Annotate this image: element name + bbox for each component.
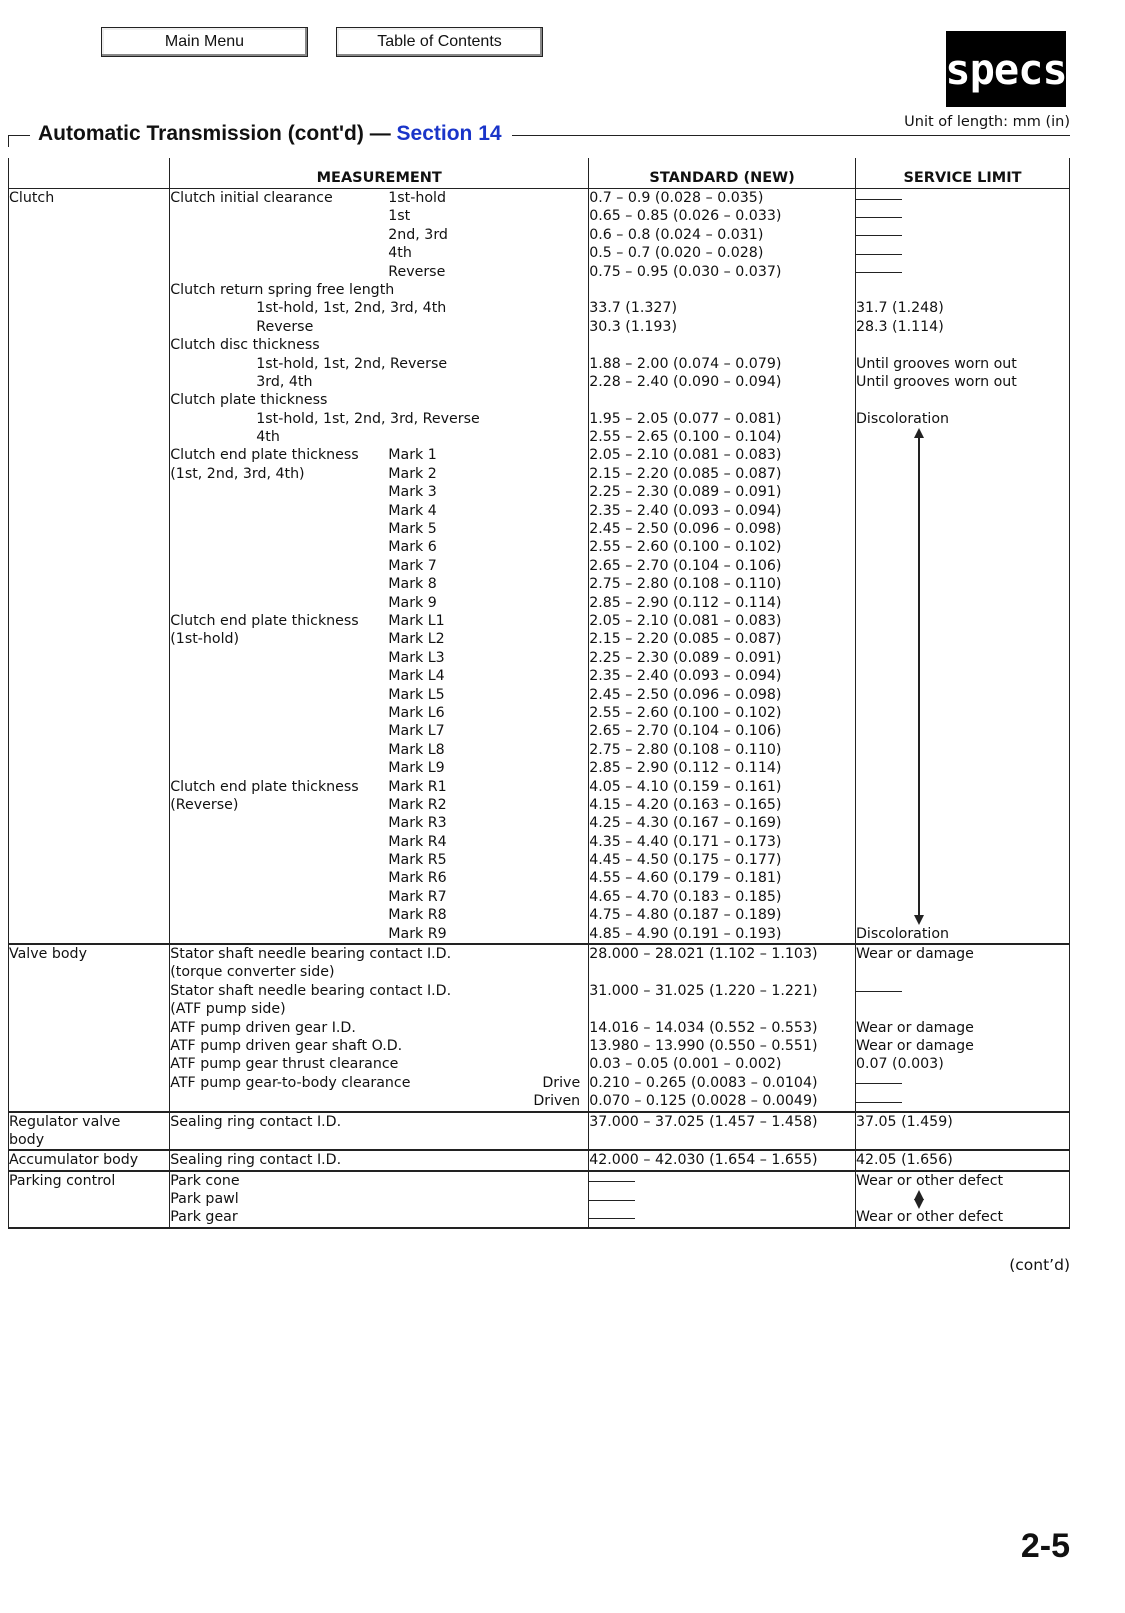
standard-value: 1.88 – 2.00 (0.074 – 0.079): [589, 355, 782, 372]
standard-value: [589, 1131, 855, 1149]
standard-value: 2.05 – 2.10 (0.081 – 0.083): [589, 612, 782, 629]
standard-value: 0.7 – 0.9 (0.028 – 0.035): [589, 190, 764, 206]
standard-value: 2.25 – 2.30 (0.089 – 0.091): [589, 484, 782, 501]
measurement-line: [170, 355, 588, 373]
service-limit-value: [856, 281, 1069, 299]
standard-value: [589, 336, 855, 354]
component-label: Parking control: [9, 1172, 116, 1189]
component-cell: [9, 1112, 170, 1151]
service-limit-value: [856, 446, 1069, 464]
measurement-line: [170, 207, 588, 225]
service-limit-value: [856, 391, 1069, 409]
service-limit-value: [856, 244, 1069, 262]
measurement-label: Park pawl: [170, 1191, 239, 1208]
service-limit-value: [856, 557, 1069, 575]
service-limit-value: [856, 759, 1069, 777]
service-limit-value: [856, 428, 1069, 446]
measurement-variant: Mark 7: [388, 557, 437, 574]
service-limit-value: [856, 704, 1069, 722]
measurement-variant: Mark L1: [388, 612, 445, 629]
standard-value: 2.05 – 2.10 (0.081 – 0.083): [589, 447, 782, 464]
header-measurement: MEASUREMENT: [170, 158, 589, 189]
measurement-label: ATF pump driven gear I.D.: [170, 1019, 356, 1036]
measurement-variant: 4th: [388, 245, 412, 262]
measurement-variant: Mark 5: [388, 521, 437, 538]
standard-value: 2.65 – 2.70 (0.104 – 0.106): [589, 557, 782, 574]
standard-cell: [589, 1171, 856, 1228]
measurement-label: (1st, 2nd, 3rd, 4th): [170, 465, 305, 482]
component-label: Regulator valve: [9, 1113, 121, 1130]
component-cell: [9, 1171, 170, 1228]
measurement-variant: Drive: [542, 1074, 581, 1091]
measurement-label: Clutch end plate thickness: [170, 447, 359, 464]
standard-value: 2.55 – 2.60 (0.100 – 0.102): [589, 539, 782, 556]
service-limit-value: 42.05 (1.656): [855, 1152, 953, 1169]
service-limit-value: [856, 686, 1069, 704]
measurement-label: Park gear: [170, 1209, 238, 1226]
standard-value: 2.65 – 2.70 (0.104 – 0.106): [589, 723, 782, 740]
service-limit-value: [856, 263, 1069, 281]
service-limit-value: 0.07 (0.003): [855, 1056, 944, 1073]
standard-value: [589, 1172, 855, 1190]
measurement-line: [170, 373, 588, 391]
component-label: Accumulator body: [9, 1152, 139, 1169]
component-cell: [9, 189, 170, 945]
measurement-line: [170, 906, 588, 924]
measurement-line: [170, 244, 588, 262]
measurement-line: [170, 336, 588, 354]
measurement-variant: Mark L7: [388, 723, 445, 740]
measurement-line: [170, 502, 588, 520]
header-service-limit: SERVICE LIMIT: [855, 158, 1069, 189]
measurement-line: [170, 704, 588, 722]
measurement-line: [170, 1055, 588, 1073]
measurement-cell: [170, 189, 589, 945]
measurement-cell: [170, 1150, 589, 1170]
standard-value: [589, 963, 855, 981]
dash-mark: [856, 1083, 902, 1084]
measurement-line: [170, 446, 588, 464]
service-limit-value: Wear or damage: [855, 946, 974, 963]
measurement-line: [170, 686, 588, 704]
measurement-variant: Mark 9: [388, 594, 437, 611]
service-limit-value: [856, 722, 1069, 740]
standard-cell: [589, 944, 856, 1112]
measurement-variant: 1st: [388, 208, 411, 225]
measurement-variant: 1st-hold: [388, 190, 446, 206]
measurement-line: [170, 612, 588, 630]
standard-value: 2.75 – 2.80 (0.108 – 0.110): [589, 576, 782, 593]
standard-value: 4.45 – 4.50 (0.175 – 0.177): [589, 852, 782, 869]
standard-value: 2.55 – 2.60 (0.100 – 0.102): [589, 704, 782, 721]
measurement-variant: Mark L4: [388, 668, 445, 685]
standard-value: [589, 1208, 855, 1226]
service-limit-value: Wear or other defect: [855, 1209, 1004, 1226]
section-link[interactable]: Section 14: [396, 122, 502, 145]
standard-value: 2.75 – 2.80 (0.108 – 0.110): [589, 741, 782, 758]
measurement-label: Clutch initial clearance: [170, 190, 333, 206]
measurement-line: [170, 1208, 588, 1226]
standard-value: [589, 281, 855, 299]
table-row: [9, 189, 1070, 945]
measurement-variant: Mark L8: [388, 741, 445, 758]
service-limit-cell: [855, 1112, 1069, 1151]
measurement-label: Clutch return spring free length: [170, 281, 395, 298]
measurement-line: [170, 1190, 588, 1208]
dash-mark: [589, 1200, 635, 1201]
page-number: 2-5: [1020, 1527, 1070, 1565]
measurement-variant: Driven: [533, 1093, 581, 1110]
measurement-variant: Mark 2: [388, 465, 437, 482]
dash-mark: [856, 199, 902, 200]
service-limit-value: [856, 778, 1069, 796]
measurement-line: [170, 851, 588, 869]
standard-value: 2.45 – 2.50 (0.096 – 0.098): [589, 686, 782, 703]
standard-value: 2.45 – 2.50 (0.096 – 0.098): [589, 521, 782, 538]
measurement-cell: [170, 1112, 589, 1151]
measurement-label: Clutch end plate thickness: [170, 778, 359, 795]
measurement-line: [170, 759, 588, 777]
standard-value: 28.000 – 28.021 (1.102 – 1.103): [589, 946, 818, 963]
service-limit-value: Discoloration: [855, 410, 950, 427]
service-limit-value: [856, 1190, 1069, 1208]
measurement-variant: Mark L5: [388, 686, 445, 703]
specs-badge: specs: [946, 31, 1066, 107]
standard-value: 4.75 – 4.80 (0.187 – 0.189): [589, 907, 782, 924]
service-limit-cell: [855, 1150, 1069, 1170]
standard-value: 4.35 – 4.40 (0.171 – 0.173): [589, 833, 782, 850]
dash-mark: [856, 254, 902, 255]
measurement-line: [170, 1151, 588, 1169]
standard-value: 0.6 – 0.8 (0.024 – 0.031): [589, 226, 764, 243]
specs-table: [8, 158, 1070, 1229]
measurement-line: [170, 963, 588, 981]
table-row: [9, 944, 1070, 1112]
standard-value: 0.75 – 0.95 (0.030 – 0.037): [589, 263, 782, 280]
measurement-line: [170, 869, 588, 887]
measurement-label: (Reverse): [170, 796, 239, 813]
standard-value: 37.000 – 37.025 (1.457 – 1.458): [589, 1113, 818, 1130]
measurement-line: [170, 741, 588, 759]
measurement-variant: Mark L3: [388, 649, 445, 666]
measurement-sublabel: 3rd, 4th: [256, 373, 313, 390]
service-limit-cell: [855, 1171, 1069, 1228]
service-limit-value: [856, 207, 1069, 225]
table-row: [9, 1112, 1070, 1151]
service-limit-value: 28.3 (1.114): [855, 318, 944, 335]
standard-value: 0.5 – 0.7 (0.020 – 0.028): [589, 245, 764, 262]
measurement-line: [170, 391, 588, 409]
measurement-variant: Mark R2: [388, 796, 447, 813]
component-cell: [9, 1150, 170, 1170]
measurement-line: [170, 796, 588, 814]
table-row: [9, 1150, 1070, 1170]
measurement-label: (1st-hold): [170, 631, 240, 648]
title-rule-tick: [8, 135, 9, 147]
dash-mark: [856, 217, 902, 218]
measurement-sublabel: Reverse: [256, 318, 314, 335]
measurement-label: Stator shaft needle bearing contact I.D.: [170, 982, 452, 999]
standard-value: 13.980 – 13.990 (0.550 – 0.551): [589, 1037, 818, 1054]
measurement-variant: Mark R4: [388, 833, 447, 850]
measurement-line: [170, 281, 588, 299]
measurement-line: [170, 778, 588, 796]
measurement-label: Clutch disc thickness: [170, 337, 320, 354]
measurement-line: [170, 630, 588, 648]
standard-value: 4.55 – 4.60 (0.179 – 0.181): [589, 870, 782, 887]
measurement-line: [170, 557, 588, 575]
service-limit-value: [856, 520, 1069, 538]
measurement-line: [170, 318, 588, 336]
measurement-line: [170, 1074, 588, 1092]
measurement-line: [170, 888, 588, 906]
service-limit-value: 37.05 (1.459): [855, 1113, 953, 1130]
table-row: [9, 1171, 1070, 1228]
standard-value: 2.85 – 2.90 (0.112 – 0.114): [589, 760, 782, 777]
measurement-variant: Mark R3: [388, 815, 447, 832]
main-menu-button[interactable]: Main Menu: [101, 27, 308, 57]
service-limit-value: [856, 594, 1069, 612]
service-limit-value: [856, 575, 1069, 593]
measurement-variant: Mark L2: [388, 631, 445, 648]
measurement-cell: [170, 1171, 589, 1228]
measurement-line: [170, 814, 588, 832]
range-arrow: [918, 1192, 920, 1207]
unit-note: Unit of length: mm (in): [904, 114, 1070, 130]
dash-mark: [589, 1218, 635, 1219]
service-limit-value: [856, 906, 1069, 924]
measurement-variant: Mark R5: [388, 852, 447, 869]
measurement-variant: Mark 1: [388, 447, 437, 464]
header-standard: STANDARD (NEW): [589, 158, 856, 189]
measurement-cell: [170, 944, 589, 1112]
table-of-contents-button[interactable]: Table of Contents: [336, 27, 543, 57]
standard-value: [589, 1190, 855, 1208]
measurement-line: [170, 649, 588, 667]
service-limit-value: [856, 869, 1069, 887]
measurement-line: [170, 925, 588, 943]
measurement-line: [170, 1131, 588, 1149]
measurement-variant: 2nd, 3rd: [388, 226, 448, 243]
standard-value: 0.210 – 0.265 (0.0083 – 0.0104): [589, 1074, 818, 1091]
service-limit-value: [856, 502, 1069, 520]
measurement-line: [170, 833, 588, 851]
standard-value: 2.15 – 2.20 (0.085 – 0.087): [589, 631, 782, 648]
standard-value: 0.070 – 0.125 (0.0028 – 0.0049): [589, 1093, 818, 1110]
measurement-label: Stator shaft needle bearing contact I.D.: [170, 946, 452, 963]
measurement-variant: Mark L9: [388, 760, 445, 777]
measurement-line: [170, 226, 588, 244]
component-label: Clutch: [9, 190, 55, 206]
measurement-label: ATF pump driven gear shaft O.D.: [170, 1037, 403, 1054]
measurement-line: [170, 1092, 588, 1110]
service-limit-value: [856, 833, 1069, 851]
standard-value: 14.016 – 14.034 (0.552 – 0.553): [589, 1019, 818, 1036]
measurement-variant: Mark 4: [388, 502, 437, 519]
standard-value: 2.28 – 2.40 (0.090 – 0.094): [589, 373, 782, 390]
measurement-variant: Mark R9: [388, 925, 447, 942]
standard-value: 2.55 – 2.65 (0.100 – 0.104): [589, 429, 782, 446]
service-limit-value: [856, 741, 1069, 759]
standard-value: 0.65 – 0.85 (0.026 – 0.033): [589, 208, 782, 225]
standard-value: [589, 391, 855, 409]
standard-value: [589, 1000, 855, 1018]
standard-value: 4.15 – 4.20 (0.163 – 0.165): [589, 796, 782, 813]
standard-value: 30.3 (1.193): [589, 318, 677, 335]
measurement-label: ATF pump gear-to-body clearance: [170, 1074, 411, 1091]
standard-cell: [589, 1150, 856, 1170]
dash-mark: [856, 991, 902, 992]
measurement-sublabel: 1st-hold, 1st, 2nd, 3rd, 4th: [256, 300, 447, 317]
measurement-line: [170, 945, 588, 963]
measurement-variant: Mark L6: [388, 704, 445, 721]
service-limit-value: [856, 963, 1069, 981]
measurement-sublabel: 4th: [256, 429, 280, 446]
measurement-line: [170, 520, 588, 538]
service-limit-value: Wear or damage: [855, 1019, 974, 1036]
measurement-line: [170, 483, 588, 501]
standard-value: 2.35 – 2.40 (0.093 – 0.094): [589, 668, 782, 685]
measurement-label: Park cone: [170, 1172, 240, 1189]
dash-mark: [856, 235, 902, 236]
measurement-variant: Mark 3: [388, 484, 437, 501]
measurement-line: [170, 667, 588, 685]
measurement-sublabel: 1st-hold, 1st, 2nd, 3rd, Reverse: [256, 410, 480, 427]
measurement-line: [170, 722, 588, 740]
service-limit-value: [856, 630, 1069, 648]
measurement-variant: Mark R7: [388, 888, 447, 905]
continued-note: (cont’d): [1009, 1256, 1070, 1274]
measurement-line: [170, 1000, 588, 1018]
service-limit-value: Until grooves worn out: [855, 355, 1017, 372]
measurement-label: Clutch end plate thickness: [170, 612, 359, 629]
measurement-line: [170, 428, 588, 446]
service-limit-value: [856, 538, 1069, 556]
standard-value: 0.03 – 0.05 (0.001 – 0.002): [589, 1056, 782, 1073]
service-limit-value: [856, 1131, 1069, 1149]
measurement-label: (ATF pump side): [170, 1001, 286, 1018]
measurement-line: [170, 299, 588, 317]
standard-value: 2.15 – 2.20 (0.085 – 0.087): [589, 465, 782, 482]
standard-value: 4.05 – 4.10 (0.159 – 0.161): [589, 778, 782, 795]
service-limit-value: [856, 814, 1069, 832]
measurement-line: [170, 263, 588, 281]
service-limit-value: [856, 483, 1069, 501]
measurement-line: [170, 1172, 588, 1190]
measurement-line: [170, 1037, 588, 1055]
service-limit-value: [856, 612, 1069, 630]
service-limit-value: Discoloration: [855, 925, 950, 942]
page-title: [30, 122, 512, 146]
service-limit-value: Wear or other defect: [855, 1172, 1004, 1189]
measurement-variant: Mark 6: [388, 539, 437, 556]
measurement-label: Clutch plate thickness: [170, 392, 328, 409]
service-limit-value: 31.7 (1.248): [855, 300, 944, 317]
measurement-line: [170, 410, 588, 428]
standard-value: 2.35 – 2.40 (0.093 – 0.094): [589, 502, 782, 519]
service-limit-value: Wear or damage: [855, 1037, 974, 1054]
standard-value: 42.000 – 42.030 (1.654 – 1.655): [589, 1152, 818, 1169]
measurement-line: [170, 982, 588, 1000]
measurement-line: [170, 1019, 588, 1037]
service-limit-value: [856, 1074, 1069, 1092]
service-limit-value: [856, 796, 1069, 814]
measurement-label: (torque converter side): [170, 964, 335, 981]
measurement-line: [170, 1113, 588, 1131]
measurement-line: [170, 465, 588, 483]
service-limit-value: [856, 336, 1069, 354]
measurement-line: [170, 538, 588, 556]
measurement-label: ATF pump gear thrust clearance: [170, 1056, 399, 1073]
standard-value: 2.85 – 2.90 (0.112 – 0.114): [589, 594, 782, 611]
standard-cell: [589, 189, 856, 945]
service-limit-value: [856, 888, 1069, 906]
dash-mark: [856, 1102, 902, 1103]
standard-value: 4.25 – 4.30 (0.167 – 0.169): [589, 815, 782, 832]
service-limit-cell: [855, 189, 1069, 945]
component-cell: [9, 944, 170, 1112]
measurement-variant: Reverse: [388, 263, 446, 280]
measurement-variant: Mark R1: [388, 778, 447, 795]
standard-value: 2.25 – 2.30 (0.089 – 0.091): [589, 649, 782, 666]
service-limit-value: [856, 851, 1069, 869]
title-text: Automatic Transmission (cont'd) —: [38, 122, 397, 145]
standard-value: 4.65 – 4.70 (0.183 – 0.185): [589, 888, 782, 905]
measurement-label: Sealing ring contact I.D.: [170, 1152, 342, 1169]
service-limit-value: [856, 465, 1069, 483]
service-limit-value: [856, 667, 1069, 685]
dash-mark: [856, 272, 902, 273]
service-limit-value: [856, 189, 1069, 207]
dash-mark: [589, 1181, 635, 1182]
measurement-variant: Mark 8: [388, 576, 437, 593]
measurement-line: [170, 575, 588, 593]
measurement-line: [170, 594, 588, 612]
measurement-label: Sealing ring contact I.D.: [170, 1113, 342, 1130]
standard-value: 1.95 – 2.05 (0.077 – 0.081): [589, 410, 782, 427]
service-limit-value: [856, 649, 1069, 667]
standard-cell: [589, 1112, 856, 1151]
component-label: Valve body: [9, 946, 87, 963]
standard-value: 31.000 – 31.025 (1.220 – 1.221): [589, 982, 818, 999]
header-component: [9, 158, 170, 189]
range-arrow: [918, 430, 920, 923]
service-limit-value: Until grooves worn out: [855, 373, 1017, 390]
measurement-variant: Mark R8: [388, 907, 447, 924]
standard-value: 33.7 (1.327): [589, 300, 677, 317]
standard-value: 4.85 – 4.90 (0.191 – 0.193): [589, 925, 782, 942]
service-limit-value: [856, 226, 1069, 244]
measurement-sublabel: 1st-hold, 1st, 2nd, Reverse: [256, 355, 448, 372]
measurement-variant: Mark R6: [388, 870, 447, 887]
service-limit-value: [856, 1000, 1069, 1018]
component-label: body: [9, 1131, 45, 1148]
service-limit-value: [856, 1092, 1069, 1110]
service-limit-cell: [855, 944, 1069, 1112]
measurement-line: [170, 189, 588, 207]
service-limit-value: [856, 982, 1069, 1000]
